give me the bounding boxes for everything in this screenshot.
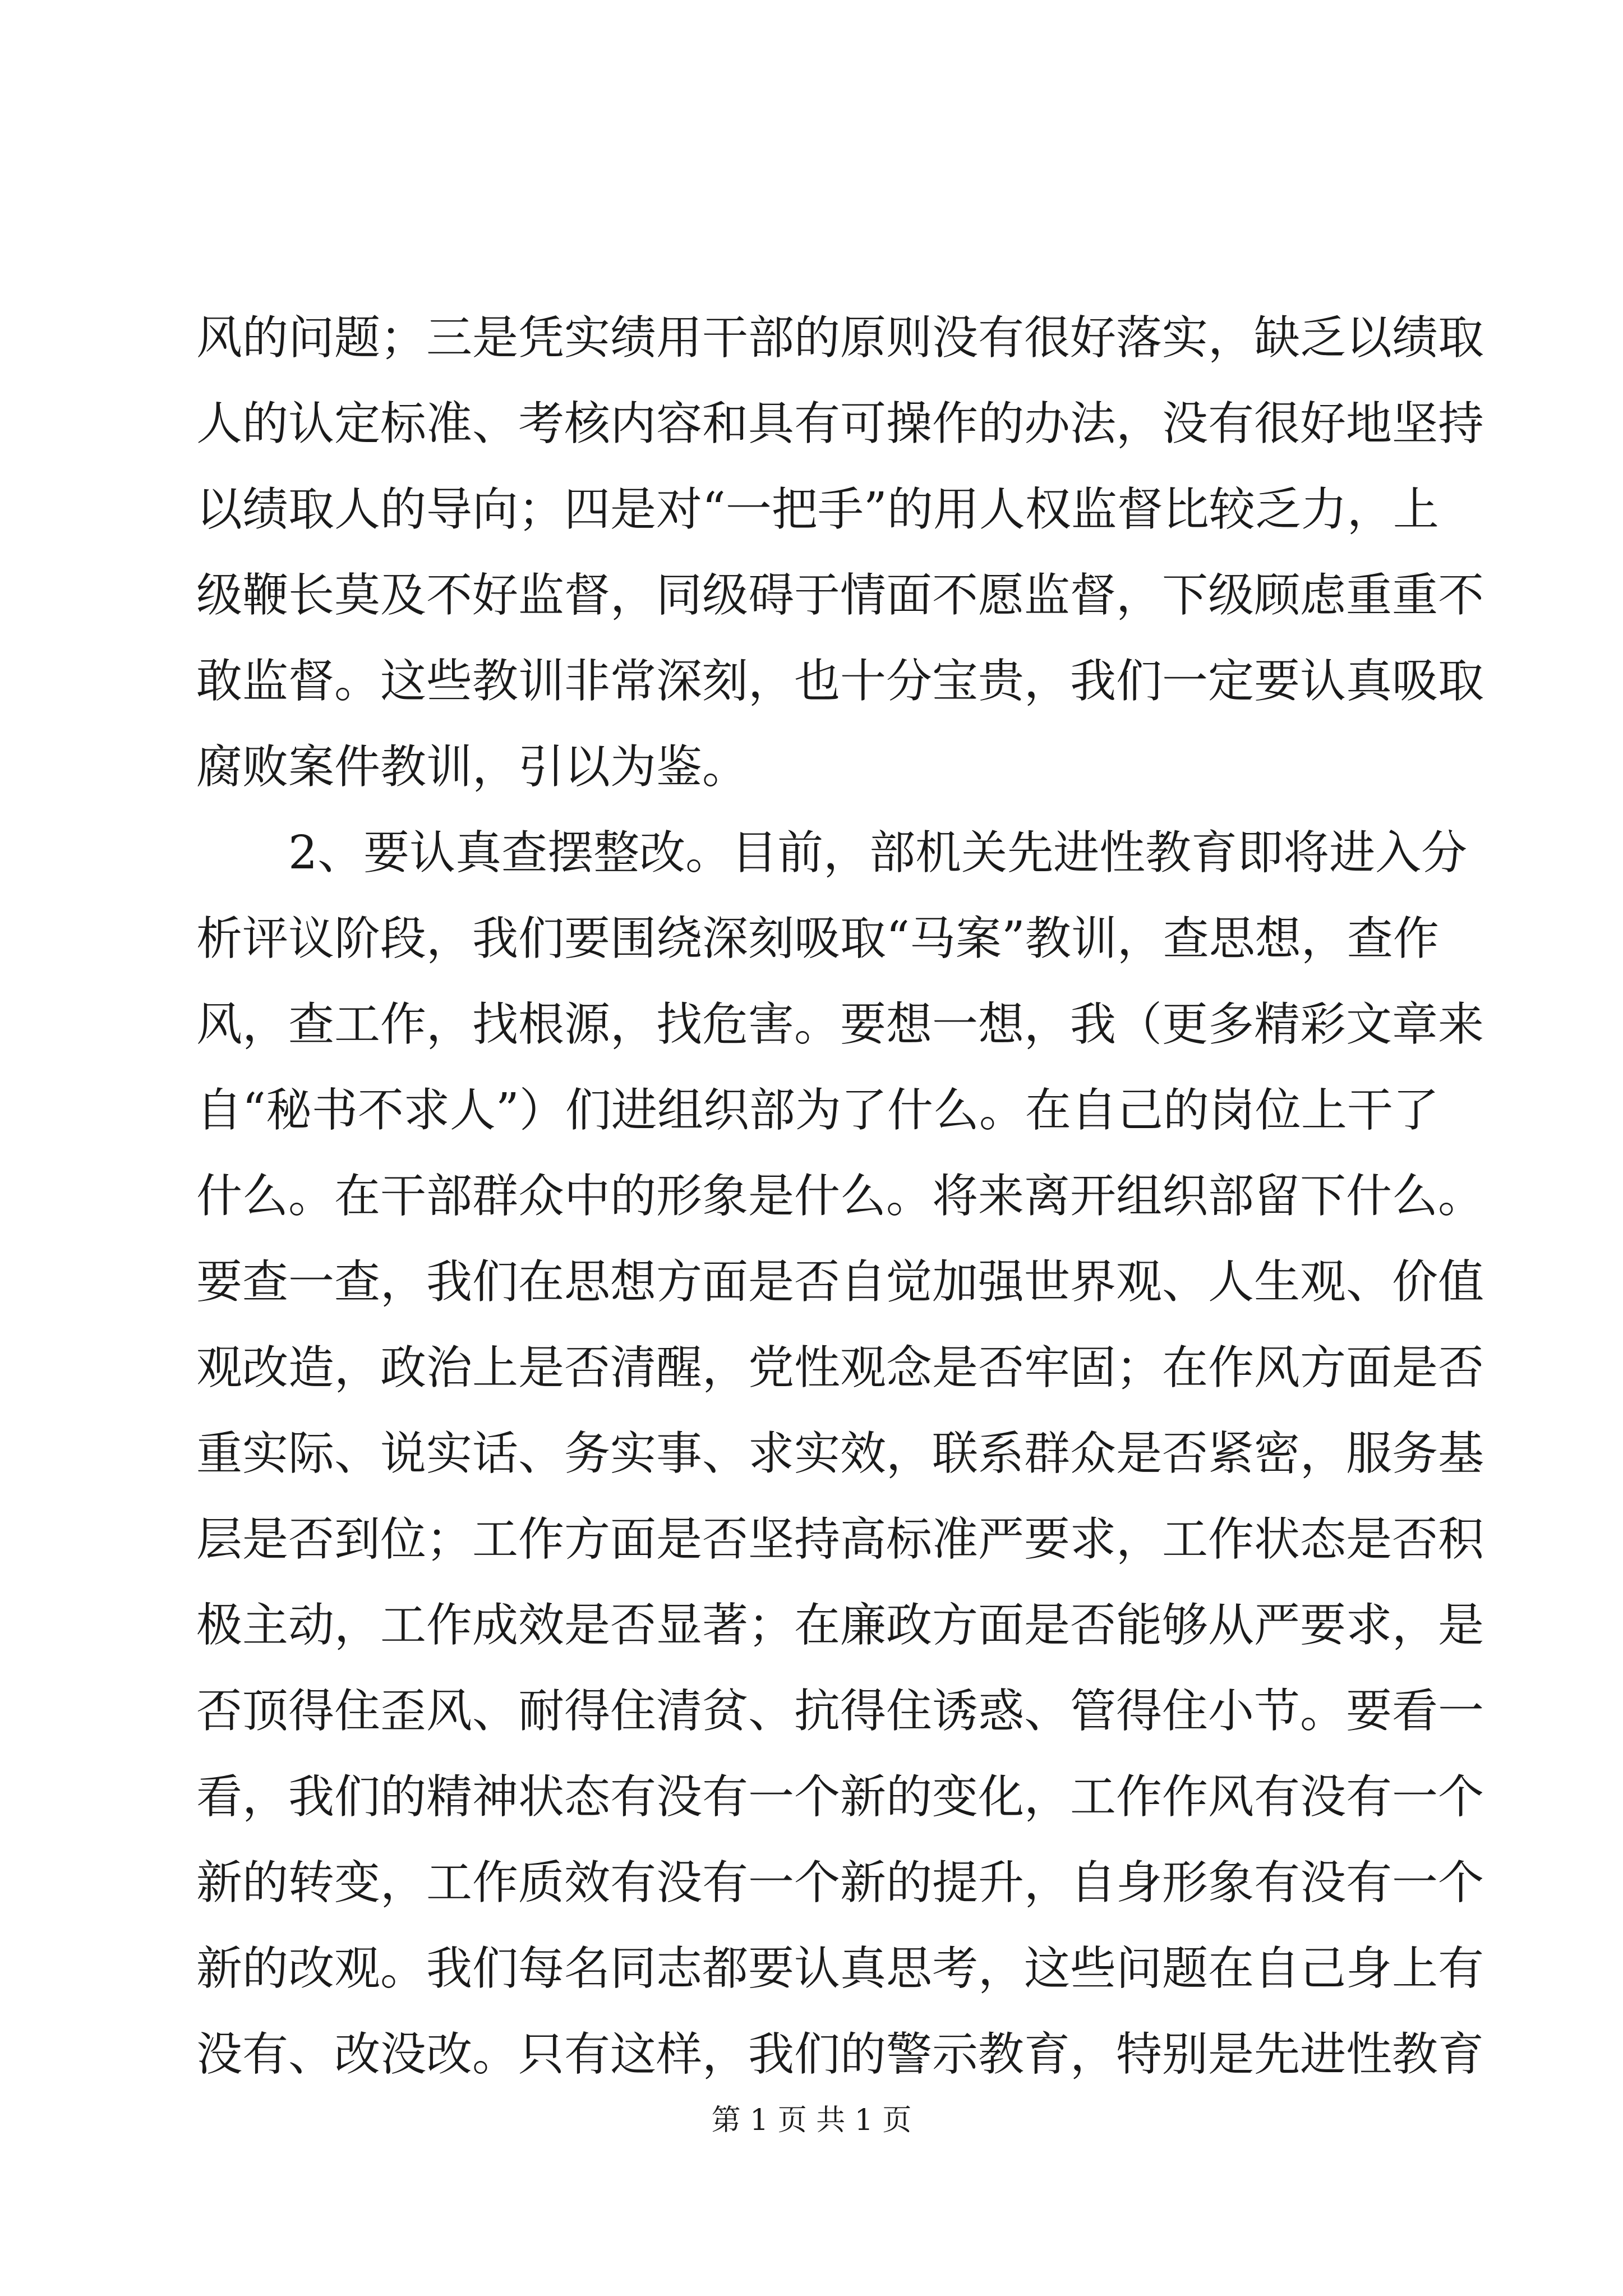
text-line: 敢监督。这些教训非常深刻，也十分宝贵，我们一定要认真吸取 — [196, 655, 1484, 708]
page-footer — [0, 2101, 1623, 2140]
text-line: 腐败案件教训，引以为鉴。 — [196, 740, 749, 794]
text-line: 要查一查，我们在思想方面是否自觉加强世界观、人生观、价值 — [196, 1255, 1484, 1309]
text-line: 否顶得住歪风、耐得住清贫、抗得住诱惑、管得住小节。要看一 — [196, 1685, 1484, 1738]
text-line: 观改造，政治上是否清醒，党性观念是否牢固；在作风方面是否 — [196, 1341, 1484, 1395]
text-line: 新的改观。我们每名同志都要认真思考，这些问题在自己身上有 — [196, 1942, 1484, 1995]
text-line: 级鞭长莫及不好监督，同级碍于情面不愿监督，下级顾虑重重不 — [196, 569, 1484, 622]
paragraph-start-line: 2、要认真查摆整改。目前，部机关先进性教育即将进入分 — [288, 826, 1468, 880]
text-line: 层是否到位；工作方面是否坚持高标准严要求，工作状态是否积 — [196, 1513, 1484, 1566]
text-line: 自“秘书不求人”）们进组织部为了什么。在自己的岗位上干了 — [196, 1084, 1439, 1137]
text-line: 人的认定标准、考核内容和具有可操作的办法，没有很好地坚持 — [196, 397, 1484, 450]
text-line: 风，查工作，找根源，找危害。要想一想，我（更多精彩文章来 — [196, 998, 1484, 1051]
text-line: 析评议阶段，我们要围绕深刻吸取“马案”教训，查思想，查作 — [196, 912, 1439, 965]
text-line: 看，我们的精神状态有没有一个新的变化，工作作风有没有一个 — [196, 1770, 1484, 1824]
text-line: 重实际、说实话、务实事、求实效，联系群众是否紧密，服务基 — [196, 1427, 1484, 1480]
text-line: 新的转变，工作质效有没有一个新的提升，自身形象有没有一个 — [196, 1856, 1484, 1910]
text-line: 极主动，工作成效是否显著；在廉政方面是否能够从严要求，是 — [196, 1599, 1484, 1652]
body-text — [196, 295, 1484, 2097]
page-number-label: 第 1 页 共 1 页 — [711, 2104, 912, 2137]
text-line: 以绩取人的导向；四是对“一把手”的用人权监督比较乏力，上 — [196, 483, 1439, 536]
text-line: 什么。在干部群众中的形象是什么。将来离开组织部留下什么。 — [196, 1170, 1484, 1223]
text-line: 风的问题；三是凭实绩用干部的原则没有很好落实，缺乏以绩取 — [196, 311, 1484, 365]
text-line: 没有、改没改。只有这样，我们的警示教育，特别是先进性教育 — [196, 2028, 1484, 2081]
